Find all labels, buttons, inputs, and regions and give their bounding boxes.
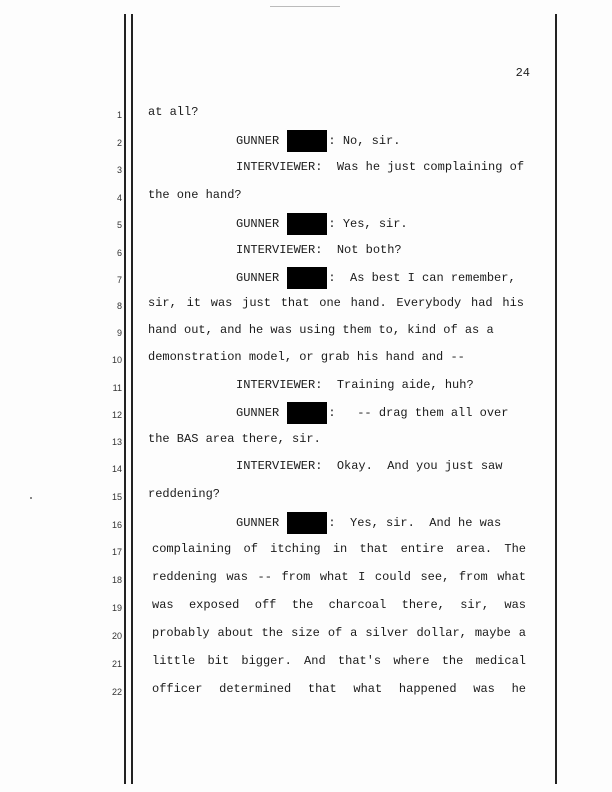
line-number: 19 — [111, 603, 122, 613]
transcript-line: the one hand? — [148, 188, 242, 202]
transcript-line — [236, 402, 508, 424]
line-number: 3 — [116, 165, 122, 175]
line-number: 12 — [111, 410, 122, 420]
speaker-name: GUNNER — [236, 271, 280, 286]
speech-text: : -- drag them all over — [328, 406, 509, 421]
transcript-line: INTERVIEWER: Training aide, huh? — [236, 378, 474, 392]
redaction-box — [287, 402, 327, 424]
line-number: 5 — [116, 220, 122, 230]
transcript-line: INTERVIEWER: Was he just complaining of — [236, 160, 525, 174]
transcript-line: officer determined that what happened was he — [152, 682, 526, 696]
line-number: 2 — [116, 138, 122, 148]
speech-text: : Yes, sir. And he was — [328, 516, 502, 531]
top-edge-mark — [270, 6, 340, 7]
transcript-line: the BAS area there, sir. — [148, 432, 321, 446]
redaction-box — [287, 512, 327, 534]
transcript-line: sir, it was just that one hand. Everybody had his — [148, 296, 524, 310]
speech-text: : Yes, sir. — [328, 217, 408, 232]
transcript-line — [236, 130, 400, 152]
transcript-line: INTERVIEWER: Not both? — [236, 243, 402, 257]
line-number: 22 — [111, 687, 122, 697]
transcript-line: demonstration model, or grab his hand and -- — [148, 350, 465, 364]
transcript-line: reddening was -- from what I could see, from what — [152, 570, 526, 584]
transcript-line: probably about the size of a silver dollar, maybe a — [152, 626, 526, 640]
speech-text: : As best I can remember, — [328, 271, 516, 286]
line-number: 6 — [116, 248, 122, 258]
transcript-line — [236, 267, 516, 289]
line-number: 14 — [111, 464, 122, 474]
speaker-name: GUNNER — [236, 134, 280, 149]
left-margin-rule — [124, 14, 126, 784]
speech-text: : No, sir. — [328, 134, 401, 149]
transcript-line: INTERVIEWER: Okay. And you just saw — [236, 459, 503, 473]
transcript-line: at all? — [148, 105, 199, 119]
line-number: 15 — [111, 492, 122, 502]
speaker-name: GUNNER — [236, 516, 280, 531]
line-number: 20 — [111, 631, 122, 641]
line-number: 4 — [116, 193, 122, 203]
line-number: 13 — [111, 437, 122, 447]
line-number: 21 — [111, 659, 122, 669]
transcript-line — [236, 213, 408, 235]
left-margin-rule-double — [131, 14, 133, 784]
transcript-line: little bit bigger. And that's where the medical — [152, 654, 526, 668]
transcript-line: was exposed off the charcoal there, sir, was — [152, 598, 526, 612]
transcript-line: reddening? — [148, 487, 221, 501]
line-number: 18 — [111, 575, 122, 585]
transcript-line: hand out, and he was using them to, kind of as a — [148, 323, 494, 337]
right-margin-rule — [555, 14, 557, 784]
line-number: 16 — [111, 520, 122, 530]
line-number: 9 — [116, 328, 122, 338]
speaker-name: GUNNER — [236, 406, 280, 421]
transcript-line: complaining of itching in that entire area. The — [152, 542, 526, 556]
line-number: 7 — [116, 275, 122, 285]
line-number: 1 — [116, 110, 122, 120]
redaction-box — [287, 213, 327, 235]
line-number: 17 — [111, 547, 122, 557]
scan-speck — [30, 497, 32, 499]
line-number: 10 — [111, 355, 122, 365]
line-number: 11 — [112, 383, 122, 393]
redaction-box — [287, 267, 327, 289]
page-number: 24 — [515, 66, 530, 80]
redaction-box — [287, 130, 327, 152]
transcript-line — [236, 512, 501, 534]
line-number: 8 — [116, 301, 122, 311]
speaker-name: GUNNER — [236, 217, 280, 232]
